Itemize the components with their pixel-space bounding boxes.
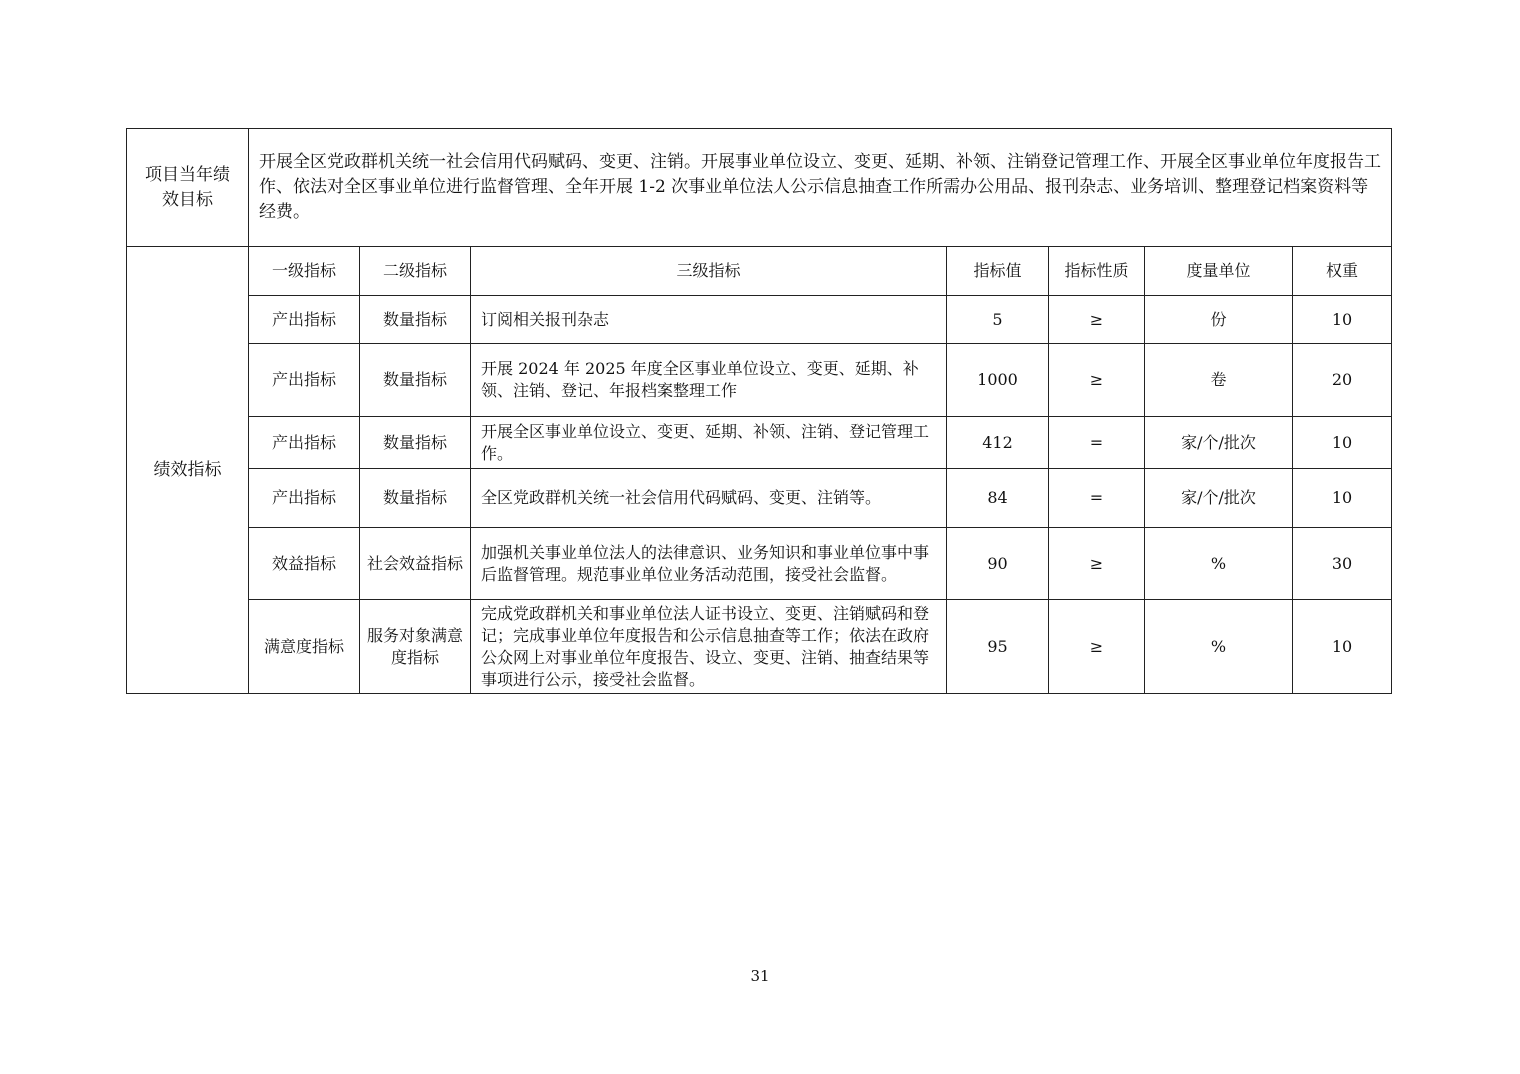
level1-cell: 产出指标 [249,344,360,417]
unit-cell: 卷 [1145,344,1293,417]
level2-cell: 数量指标 [360,344,471,417]
value-cell: 1000 [947,344,1049,417]
unit-cell: 份 [1145,296,1293,344]
level1-cell: 产出指标 [249,417,360,469]
level2-cell: 数量指标 [360,469,471,528]
level1-cell: 满意度指标 [249,600,360,694]
level3-cell: 完成党政群机关和事业单位法人证书设立、变更、注销赋码和登记；完成事业单位年度报告和公示信息抽查等工作；依法在政府公众网上对事业单位年度报告、设立、变更、注销、抽查结果等事项进行公示，接受社会监督。 [471,600,947,694]
level1-cell: 产出指标 [249,469,360,528]
unit-cell: % [1145,528,1293,600]
weight-cell: 10 [1293,600,1392,694]
level2-cell: 数量指标 [360,417,471,469]
header-level2: 二级指标 [360,247,471,296]
level2-cell: 数量指标 [360,296,471,344]
unit-cell: % [1145,600,1293,694]
header-weight: 权重 [1293,247,1392,296]
weight-cell: 10 [1293,296,1392,344]
level1-cell: 产出指标 [249,296,360,344]
indicators-label: 绩效指标 [127,247,249,694]
level3-cell: 全区党政群机关统一社会信用代码赋码、变更、注销等。 [471,469,947,528]
level3-cell: 订阅相关报刊杂志 [471,296,947,344]
weight-cell: 10 [1293,469,1392,528]
level2-cell: 社会效益指标 [360,528,471,600]
weight-cell: 10 [1293,417,1392,469]
table-row [127,469,1392,528]
table-row [127,528,1392,600]
weight-cell: 30 [1293,528,1392,600]
header-level3: 三级指标 [471,247,947,296]
value-cell: 5 [947,296,1049,344]
level3-cell: 加强机关事业单位法人的法律意识、业务知识和事业单位事中事后监督管理。规范事业单位业务活动范围，接受社会监督。 [471,528,947,600]
nature-cell: = [1049,469,1145,528]
page-number: 31 [750,967,770,985]
performance-table [126,128,1392,694]
level1-cell: 效益指标 [249,528,360,600]
weight-cell: 20 [1293,344,1392,417]
header-value: 指标值 [947,247,1049,296]
header-row [127,247,1392,296]
value-cell: 84 [947,469,1049,528]
table-row [127,417,1392,469]
nature-cell: ≥ [1049,600,1145,694]
nature-cell: ≥ [1049,344,1145,417]
level2-cell: 服务对象满意度指标 [360,600,471,694]
header-level1: 一级指标 [249,247,360,296]
value-cell: 95 [947,600,1049,694]
level3-cell: 开展全区事业单位设立、变更、延期、补领、注销、登记管理工作。 [471,417,947,469]
header-unit: 度量单位 [1145,247,1293,296]
table-row [127,296,1392,344]
goal-row [127,129,1392,247]
unit-cell: 家/个/批次 [1145,469,1293,528]
nature-cell: = [1049,417,1145,469]
goal-label: 项目当年绩效目标 [127,129,249,247]
nature-cell: ≥ [1049,296,1145,344]
nature-cell: ≥ [1049,528,1145,600]
value-cell: 90 [947,528,1049,600]
level3-cell: 开展 2024 年 2025 年度全区事业单位设立、变更、延期、补领、注销、登记、年报档案整理工作 [471,344,947,417]
header-nature: 指标性质 [1049,247,1145,296]
table-row [127,344,1392,417]
goal-text: 开展全区党政群机关统一社会信用代码赋码、变更、注销。开展事业单位设立、变更、延期、补领、注销登记管理工作、开展全区事业单位年度报告工作、依法对全区事业单位进行监督管理、全年开展 1-2 次事业单位法人公示信息抽查工作所需办公用品、报刊杂志、业务培训、整理登记档案资料等经费。 [249,129,1392,247]
value-cell: 412 [947,417,1049,469]
table-row [127,600,1392,694]
unit-cell: 家/个/批次 [1145,417,1293,469]
